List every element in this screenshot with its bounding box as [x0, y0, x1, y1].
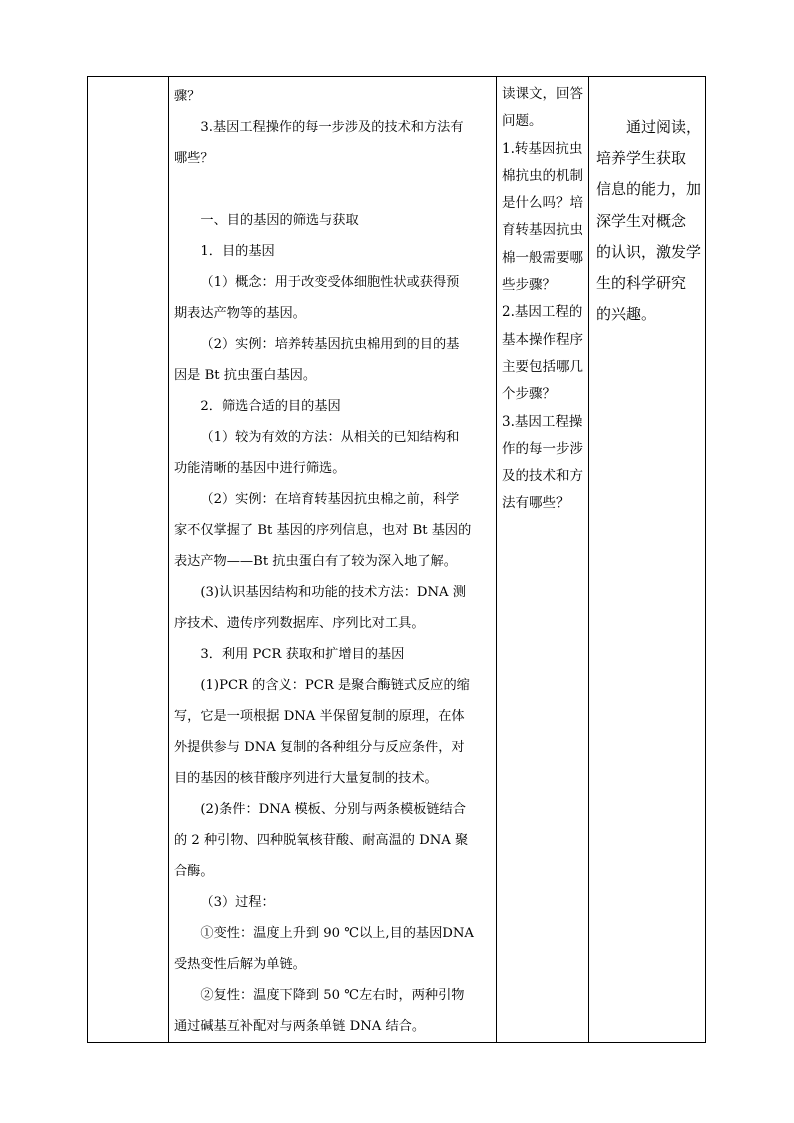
content-line: （1）较为有效的方法：从相关的已知结构和 [200, 430, 460, 445]
student-line: 2.基因工程的 [502, 304, 583, 321]
student-line: 及的技术和方 [502, 468, 583, 485]
content-line: 受热变性后解为单链。 [174, 957, 306, 972]
design-line: 生的科学研究 [596, 274, 687, 293]
lesson-table [87, 76, 706, 1043]
content-line: 表达产物——Bt 抗虫蛋白有了较为深入地了解。 [174, 554, 457, 569]
content-line: 家不仅掌握了 Bt 基因的序列信息，也对 Bt 基因的 [174, 523, 472, 538]
teaching-content-column [168, 77, 496, 1042]
content-line: 外提供参与 DNA 复制的各种组分与反应条件，对 [174, 740, 465, 755]
content-line: 写，它是一项根据 DNA 半保留复制的原理，在体 [174, 709, 465, 724]
content-line: 期表达产物等的基因。 [174, 306, 306, 321]
content-line: 目的基因的核苷酸序列进行大量复制的技术。 [174, 771, 438, 786]
student-line: 1.转基因抗虫 [502, 140, 583, 157]
design-line: 的兴趣。 [596, 305, 657, 324]
content-line: （2）实例：在培育转基因抗虫棉之前，科学 [200, 492, 460, 507]
student-line: 法有哪些？ [502, 495, 570, 512]
content-line: 1．目的基因 [200, 244, 275, 259]
design-line: 深学生对概念 [596, 211, 687, 230]
student-line: 3.基因工程操 [502, 413, 583, 430]
content-line: ①变性：温度上升到 90 ℃以上,目的基因DNA [200, 926, 474, 941]
student-line: 读课文，回答 [502, 86, 583, 102]
student-line: 作的每一步涉 [502, 440, 583, 457]
design-spacer [596, 81, 702, 112]
student-activity-column [496, 77, 588, 1042]
content-line: 的 2 种引物、四种脱氧核苷酸、耐高温的 DNA 聚 [174, 833, 469, 848]
student-line: 育转基因抗虫 [502, 222, 583, 239]
content-line: (2)条件：DNA 模板、分别与两条模板链结合 [200, 802, 466, 817]
student-line: 基本操作程序 [502, 331, 583, 348]
student-line: 是什么吗？培 [502, 195, 583, 212]
content-line: 2．筛选合适的目的基因 [200, 399, 341, 414]
content-line: （1）概念：用于改变受体细胞性状或获得预 [200, 275, 460, 290]
content-line: (1)PCR 的含义：PCR 是聚合酶链式反应的缩 [200, 678, 470, 693]
content-line: 3．利用 PCR 获取和扩增目的基因 [200, 647, 405, 662]
student-line: 些步骤？ [502, 277, 556, 294]
student-line: 棉一般需要哪 [502, 249, 583, 266]
content-line: ②复性：温度下降到 50 ℃左右时，两种引物 [200, 988, 465, 1003]
content-line: （3）过程： [200, 895, 275, 910]
content-line: 序技术、遗传序列数据库、序列比对工具。 [174, 616, 425, 631]
design-line: 的认识，激发学 [596, 242, 702, 261]
content-line: 3.基因工程操作的每一步涉及的技术和方法有 [200, 120, 464, 135]
design-line: 信息的能力，加 [596, 180, 702, 199]
content-line: 通过碱基互补配对与两条单链 DNA 结合。 [174, 1019, 426, 1034]
content-line: 功能清晰的基因中进行筛选。 [174, 461, 346, 476]
content-line: 因是 Bt 抗虫蛋白基因。 [174, 368, 317, 383]
content-line: 骤？ [174, 89, 201, 104]
design-intent-column [588, 77, 706, 1042]
stage-column [88, 77, 168, 1042]
content-line: 哪些？ [174, 151, 214, 166]
blank-line [174, 174, 490, 205]
design-line: 通过阅读， [596, 118, 702, 136]
student-line: 棉抗虫的机制 [502, 167, 583, 184]
design-line: 培养学生获取 [596, 149, 687, 168]
content-line: (3)认识基因结构和功能的技术方法：DNA 测 [200, 585, 466, 600]
content-line: 合酶。 [174, 864, 214, 879]
content-line: 一、目的基因的筛选与获取 [200, 213, 359, 228]
student-line: 问题。 [502, 113, 543, 130]
student-line: 主要包括哪几 [502, 358, 583, 375]
content-line: （2）实例：培养转基因抗虫棉用到的目的基 [200, 337, 460, 352]
student-line: 个步骤？ [502, 386, 556, 403]
